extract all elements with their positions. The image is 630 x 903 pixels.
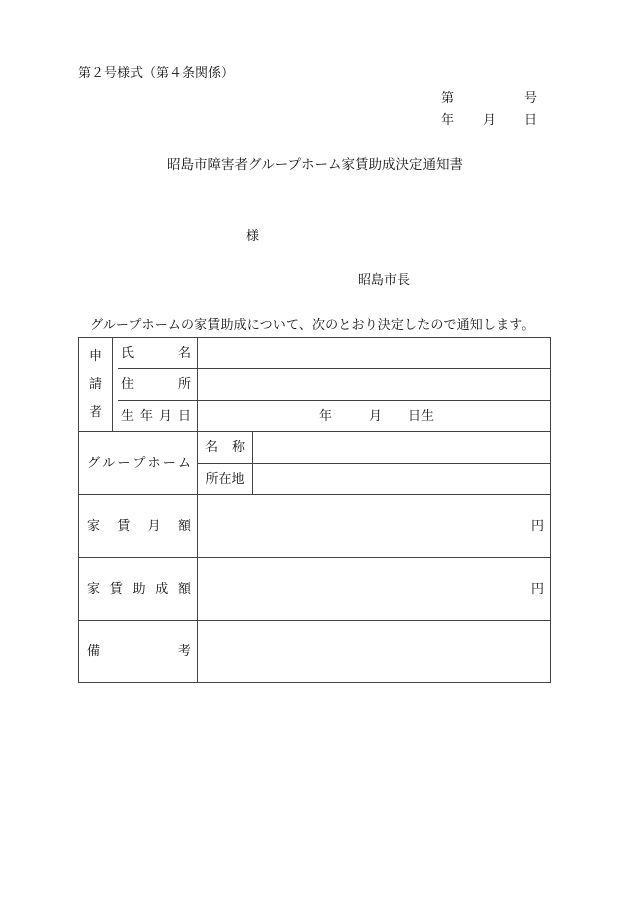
birth-year-label: 年 [319,409,333,424]
monthly-rent-label: 家 賃 月 額 [87,518,191,534]
name-label: 氏 名 [121,345,191,361]
yen-unit: 円 [530,581,544,597]
applicant-char: 申 [88,348,102,364]
date-year-label: 年 [441,113,455,128]
monthly-rent-field[interactable] [198,495,551,557]
issuer-name: 昭島市長 [358,273,411,288]
form-number-label: 第２号様式（第４条関係） [78,66,235,81]
document-number-suffix: 号 [524,91,538,106]
document-number-prefix: 第 [441,91,455,106]
applicant-section-label [79,342,112,427]
rent-subsidy-field[interactable] [198,558,551,620]
applicant-char: 者 [88,405,102,421]
rule-applicant-column [112,338,113,431]
group-home-location-field[interactable] [253,464,551,494]
birthdate-field[interactable] [198,401,551,431]
address-label: 住 所 [121,377,191,392]
date-day-label: 日 [524,113,538,128]
remarks-field[interactable] [198,621,551,682]
document-title: 昭島市障害者グループホーム家賃助成決定通知書 [167,157,463,173]
birth-day-label: 日生 [408,409,435,424]
notice-table [78,337,551,683]
group-home-location-label: 所在地 [205,471,245,487]
birthdate-label: 生 年 月 日 [121,408,191,424]
group-home-name-label: 名 称 [205,440,245,455]
address-field[interactable] [198,369,551,400]
yen-unit: 円 [530,518,544,534]
group-home-label: グ ル ー プ ホ ー ム [87,455,191,471]
notice-body-text: グループホームの家賃助成について、次のとおり決定したので通知します。 [90,318,535,333]
name-field[interactable] [198,339,551,368]
group-home-name-field[interactable] [253,432,551,463]
birth-month-label: 月 [369,409,383,424]
date-month-label: 月 [483,113,497,128]
recipient-honorific: 様 [246,229,260,244]
applicant-char: 請 [88,376,102,392]
rent-subsidy-label: 家 賃 助 成 額 [87,581,191,597]
remarks-label: 備 考 [87,644,191,659]
